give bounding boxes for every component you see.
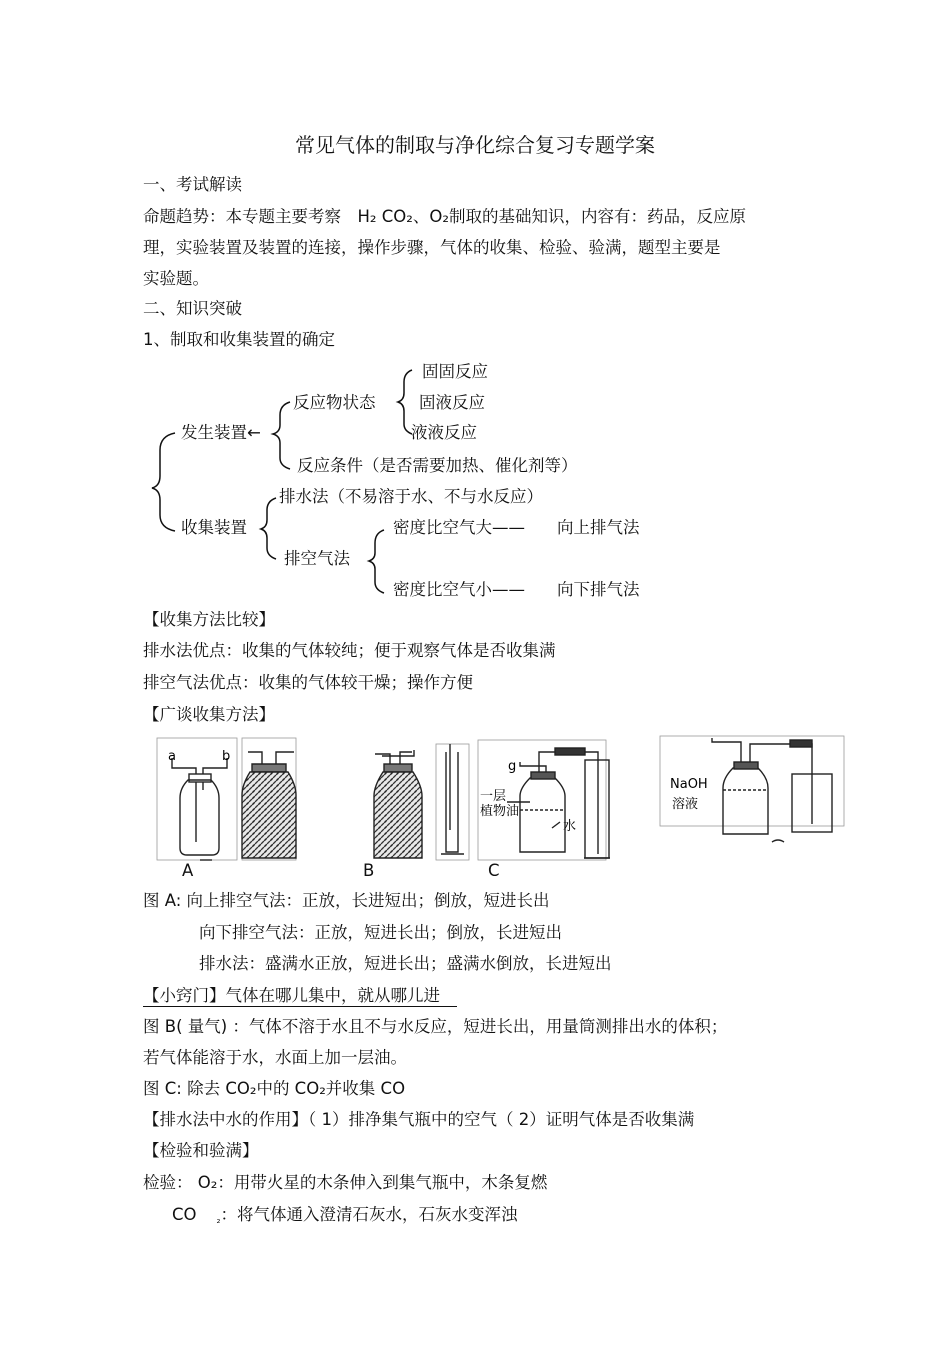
tree-solid-liquid: 固液反应 <box>419 393 485 412</box>
fig-caption-a: A <box>182 861 194 880</box>
check-o2: 检验： O₂：用带火星的木条伸入到集气瓶中，木条复燃 <box>143 1173 548 1192</box>
section2-sub1: 1、制取和收集装置的确定 <box>143 330 335 349</box>
tree-water-method: 排水法（不易溶于水、不与水反应） <box>279 487 543 506</box>
tree-air-method: 排空气法 <box>284 549 350 568</box>
section1-line-1: 命题趋势：本专题主要考察 H₂ CO₂、O₂制取的基础知识，内容有：药品，反应原 <box>143 207 746 226</box>
compare-water: 排水法优点：收集的气体较纯；便于观察气体是否收集满 <box>143 641 556 660</box>
section1-heading: 一、考试解读 <box>143 175 242 194</box>
fig-label-a: a <box>168 749 176 764</box>
fig-caption-b: B <box>363 861 375 880</box>
water-role: 【排水法中水的作用】（ 1）排净集气瓶中的空气（ 2）证明气体是否收集满 <box>143 1110 695 1129</box>
check-co2 <box>172 1204 518 1232</box>
tip-line <box>143 985 457 1007</box>
tree-upward: 向上排气法 <box>557 518 640 537</box>
figA-line-1: 图 A: 向上排空气法：正放，长进短出；倒放，短进长出 <box>143 891 550 910</box>
tip-text: 【小窍门】气体在哪儿集中，就从哪儿进 <box>143 986 440 1005</box>
tree-dense-less: 密度比空气小—— <box>393 580 525 599</box>
figC-line: 图 C: 除去 CO₂中的 CO₂并收集 CO <box>143 1079 406 1098</box>
fig-solution: 溶液 <box>672 797 699 812</box>
figA-line-3: 排水法：盛满水正放，短进长出；盛满水倒放，长进短出 <box>199 954 612 973</box>
check-co2-formula: CO <box>172 1205 197 1224</box>
figB-line-1: 图 B( 量气) ：气体不溶于水且不与水反应，短进长出，用量筒测排出水的体积； <box>143 1017 728 1036</box>
section1-line-3: 实验题。 <box>143 269 209 288</box>
fig-caption-c: C <box>488 861 500 880</box>
tree-collector: 收集装置 <box>181 518 247 537</box>
fig-water: 水 <box>563 819 577 834</box>
tree-dense-greater: 密度比空气大—— <box>393 518 525 537</box>
check-co2-subscript: ₂ <box>216 1215 221 1226</box>
fig-label-g: g <box>508 759 517 774</box>
tree-state: 反应物状态 <box>293 393 376 412</box>
apparatus-figure <box>0 730 950 890</box>
tree-condition: 反应条件（是否需要加热、催化剂等） <box>297 456 578 475</box>
check-co2-text: ：将气体通入澄清石灰水，石灰水变浑浊 <box>220 1205 518 1224</box>
broad-heading: 【广谈收集方法】 <box>143 705 275 724</box>
figB-line-2: 若气体能溶于水，水面上加一层油。 <box>143 1048 407 1067</box>
tree-downward: 向下排气法 <box>557 580 640 599</box>
page-title: 常见气体的制取与净化综合复习专题学案 <box>295 133 655 157</box>
check-heading: 【检验和验满】 <box>143 1141 259 1160</box>
section2-heading: 二、知识突破 <box>143 299 242 318</box>
fig-label-b: b <box>222 749 231 764</box>
fig-oil-2: 植物油 <box>480 804 520 819</box>
fig-naoh: NaOH <box>670 777 708 792</box>
fig-oil-1: 一层 <box>480 789 507 804</box>
compare-air: 排空气法优点：收集的气体较干燥；操作方便 <box>143 673 473 692</box>
tree-liquid-liquid: 液液反应 <box>411 423 477 442</box>
figA-line-2: 向下排空气法：正放，短进长出；倒放，长进短出 <box>199 923 562 942</box>
tree-generator: 发生装置← <box>181 423 261 442</box>
section1-line-2: 理，实验装置及装置的连接，操作步骤，气体的收集、检验、验满，题型主要是 <box>143 238 721 257</box>
compare-heading: 【收集方法比较】 <box>143 610 275 629</box>
tree-solid-solid: 固固反应 <box>422 362 488 381</box>
